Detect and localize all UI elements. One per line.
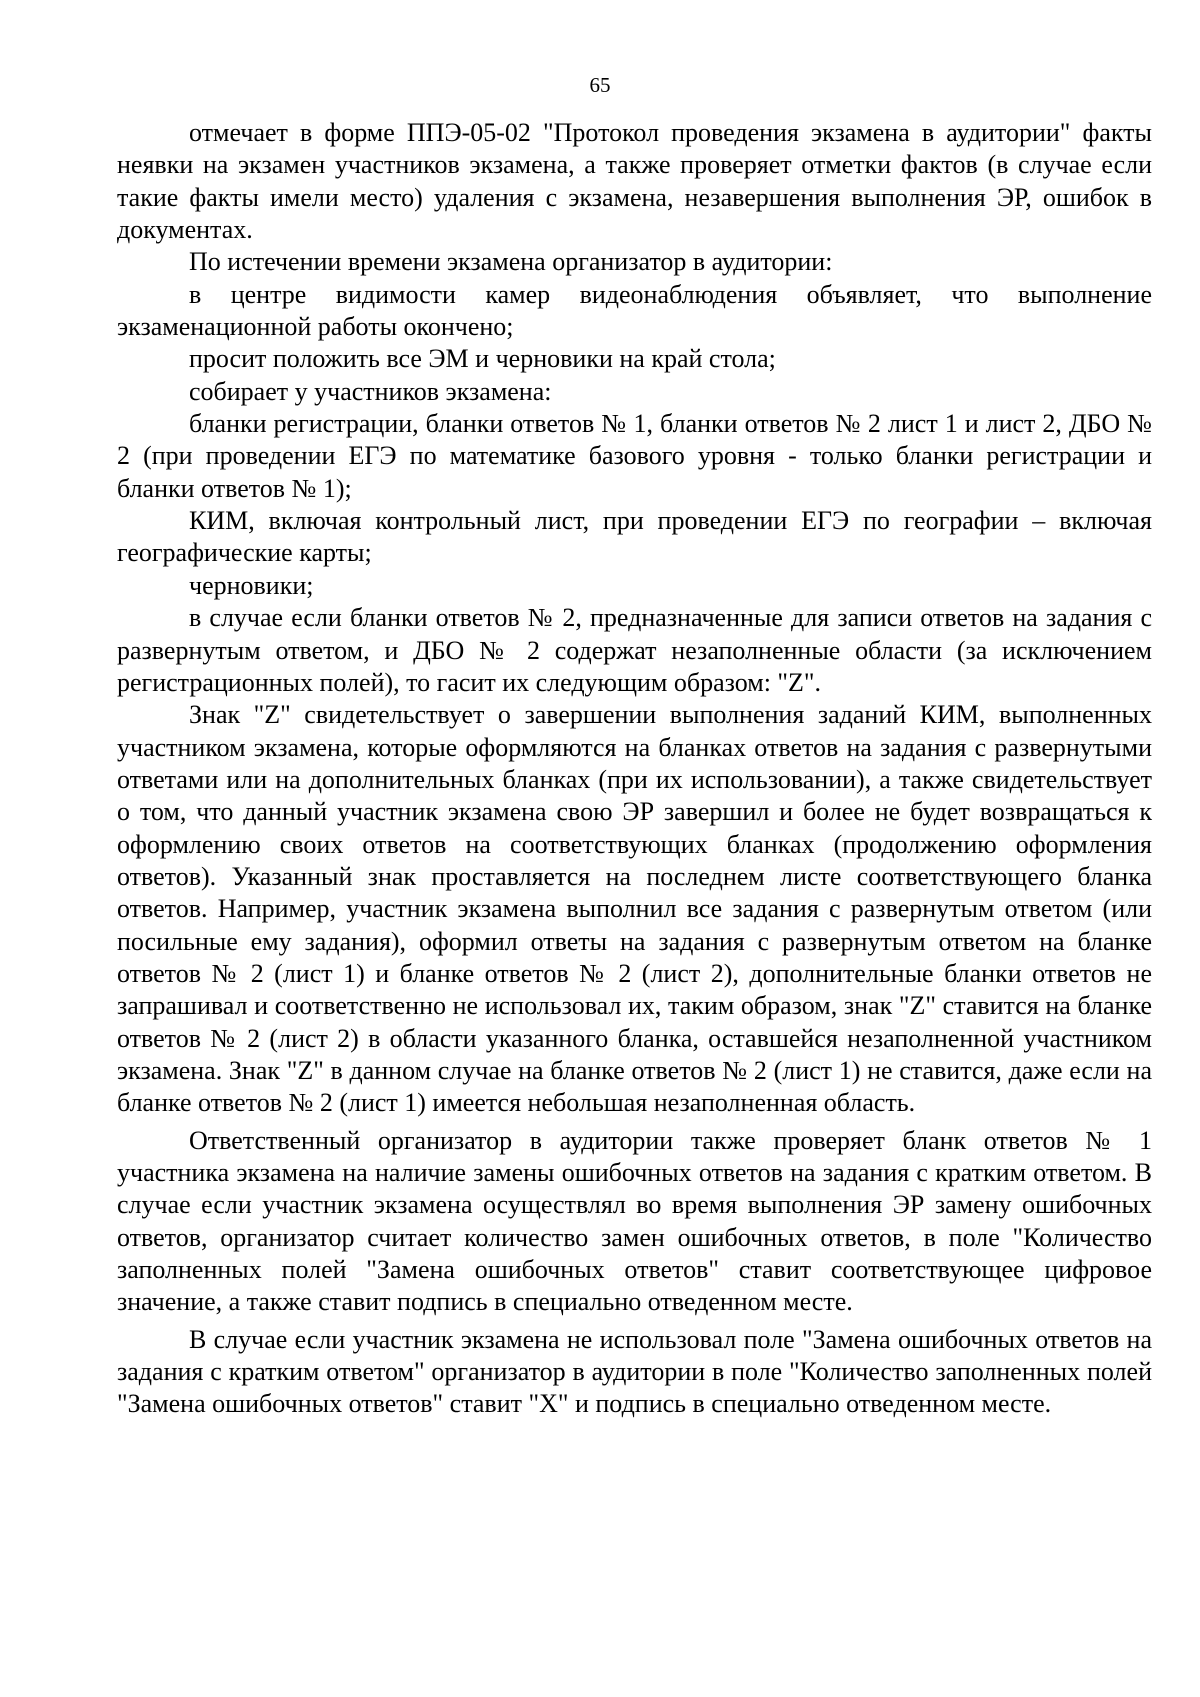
paragraph-answer-forms: бланки регистрации, бланки ответов № 1, бланки ответов № 2 лист 1 и лист 2, ДБО № 2 (при проведении ЕГЭ по математике базового уровня - только бланки регистрации и бланки ответов № 1); <box>117 409 1152 503</box>
paragraph-z-mark: в случае если бланки ответов № 2, предназначенные для записи ответов на задания с развернутым ответом, и ДБО № 2 содержат незаполненные области (за исключением регистрационных полей), то гасит их следующим образом: "Z". <box>117 603 1152 697</box>
paragraph-time-expired: По истечении времени экзамена организатор в аудитории: <box>189 247 833 277</box>
paragraph-announce-end: в центре видимости камер видеонаблюдения объявляет, что выполнение экзаменационной работы окончено; <box>117 279 1152 342</box>
paragraph-z-meaning: Знак "Z" свидетельствует о завершении выполнения заданий КИМ, выполненных участником экзамена, которые оформляются на бланках ответов на задания с развернутыми ответами или на дополнительных бланках (при их использовании), а также свидетельствует о том, что данный участник экзамена свою ЭР завершил и более не будет возвращаться к оформлению своих ответов на соответствующих бланках (продолжению оформления ответов). Указанный знак проставляется на последнем листе соответствующего бланка ответов. Например, участник экзамена выполнил все задания с развернутым ответом (или посильные ему задания), оформил ответы на задания с развернутым ответом на бланке ответов № 2 (лист 1) и бланке ответов № 2 (лист 2), дополнительные бланки ответов не запрашивал и соответственно не использовал их, таким образом, знак "Z" ставится на бланке ответов № 2 (лист 2) в области указанного бланка, оставшейся незаполненной участником экзамена. Знак "Z" в данном случае на бланке ответов № 2 (лист 1) не ставится, даже если на бланке ответов № 2 (лист 1) имеется небольшая незаполненная область. <box>117 700 1152 1118</box>
paragraph-x-mark: В случае если участник экзамена не использовал поле "Замена ошибочных ответов на задания с кратким ответом" организатор в аудитории в поле "Количество заполненных полей "Замена ошибочных ответов" ставит "X" и подпись в специально отведенном месте. <box>117 1324 1152 1419</box>
paragraph-place-materials: просит положить все ЭМ и черновики на край стола; <box>189 344 776 374</box>
paragraph-absence-record: отмечает в форме ППЭ-05-02 "Протокол проведения экзамена в аудитории" факты неявки на экзамен участников экзамена, а также проверяет отметки фактов (в случае если такие факты имели место) удаления с экзамена, незавершения выполнения ЭР, ошибок в документах. <box>117 118 1152 245</box>
paragraph-collect: собирает у участников экзамена: <box>189 376 552 406</box>
document-body <box>117 117 1152 1421</box>
page-number: 65 <box>589 73 611 97</box>
paragraph-form-check: Ответственный организатор в аудитории также проверяет бланк ответов № 1 участника экзамена на наличие замены ошибочных ответов на задания с кратким ответом. В случае если участник экзамена осуществлял во время выполнения ЭР замену ошибочных ответов, организатор считает количество замен ошибочных ответов, в поле "Количество заполненных полей "Замена ошибочных ответов" ставит соответствующее цифровое значение, а также ставит подпись в специально отведенном месте. <box>117 1125 1152 1317</box>
paragraph-drafts: черновики; <box>189 570 314 600</box>
paragraph-kim: КИМ, включая контрольный лист, при проведении ЕГЭ по географии – включая географические карты; <box>117 506 1152 568</box>
